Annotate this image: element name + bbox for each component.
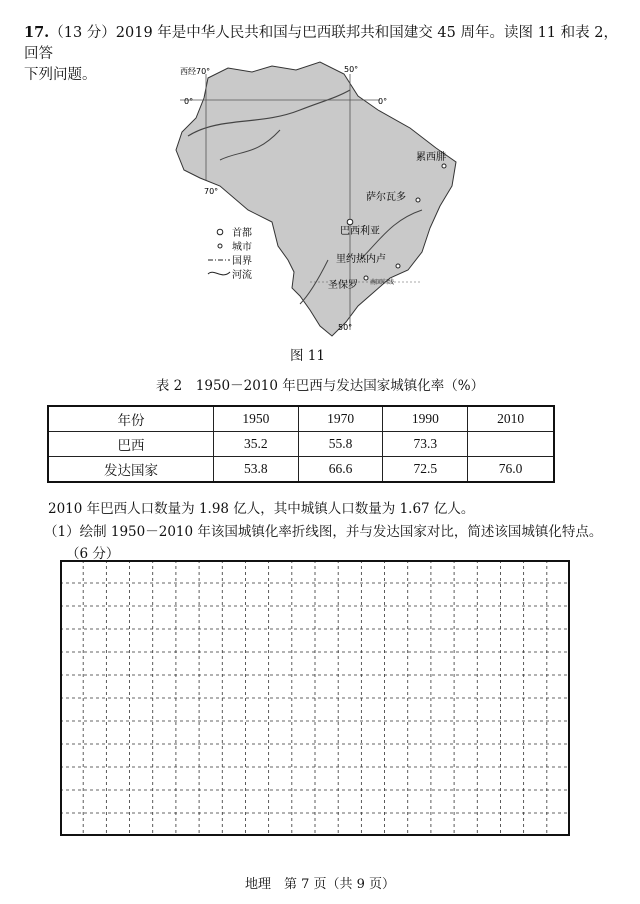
table-cell: 73.3 (383, 432, 468, 457)
map-caption: 图 11 (290, 348, 325, 364)
city-saopaulo-dot (364, 276, 368, 280)
table-row-developed (48, 457, 554, 483)
city-recife-dot (442, 164, 446, 168)
legend-river-label: 河流 (232, 270, 252, 281)
table-cell: 35.2 (214, 432, 299, 457)
legend-river-icon (208, 272, 230, 275)
label-50-bottom: 50° (338, 323, 353, 332)
table-header-row (48, 406, 554, 432)
answer-grid[interactable] (60, 560, 570, 836)
city-rio-label: 里约热内卢 (336, 254, 386, 265)
table-cell: 发达国家 (48, 457, 214, 483)
question-number: 17. (24, 24, 50, 41)
question-text-1: （13 分）2019 年是中华人民共和国与巴西联邦共和国建交 45 周年。读图 11 和表 2，回答 (24, 25, 618, 62)
city-salvador-label: 萨尔瓦多 (366, 192, 406, 203)
page-footer: 地理 第 7 页（共 9 页） (244, 877, 396, 892)
table-row-brazil (48, 432, 554, 457)
brazil-map (160, 60, 460, 342)
label-west70: 西经70° (180, 67, 211, 76)
question-line-2: 下列问题。 (24, 67, 97, 83)
urbanization-table (47, 405, 555, 483)
legend-city-label: 城市 (232, 242, 252, 253)
subquestion-1: （1）绘制 1950－2010 年该国城镇化率折线图，并与发达国家对比，简述该国城镇化特点。 (44, 524, 603, 540)
legend-capital-label: 首都 (232, 228, 252, 239)
city-salvador-dot (416, 198, 420, 202)
table-header-cell: 2010 (468, 406, 554, 432)
label-50-top: 50° (344, 65, 359, 74)
city-saopaulo-label: 圣保罗 (328, 280, 358, 291)
label-0-right: 0° (378, 97, 388, 106)
table-cell (468, 432, 554, 457)
table-header-cell: 1990 (383, 406, 468, 432)
city-recife-label: 累西腓 (416, 152, 446, 163)
legend-border-label: 国界 (232, 256, 252, 267)
legend-city-icon (218, 244, 222, 248)
tropic-label: 南回归线 (370, 279, 395, 286)
table-cell: 66.6 (298, 457, 383, 483)
table-cell: 53.8 (214, 457, 299, 483)
subquestion-1-score: （6 分） (66, 546, 120, 562)
legend-capital-icon (217, 229, 223, 235)
table-caption: 表 2 1950－2010 年巴西与发达国家城镇化率（%） (155, 378, 485, 394)
table-header-cell: 年份 (48, 406, 214, 432)
capital-brasilia-dot (347, 219, 353, 225)
label-70-bottom: 70° (204, 187, 219, 196)
question-line-1 (24, 22, 620, 65)
table-header-cell: 1970 (298, 406, 383, 432)
table-cell: 72.5 (383, 457, 468, 483)
city-brasilia-label: 巴西利亚 (340, 226, 380, 237)
brazil-outline (176, 62, 456, 336)
city-rio-dot (396, 264, 400, 268)
table-cell: 巴西 (48, 432, 214, 457)
table-cell: 55.8 (298, 432, 383, 457)
label-0-left: 0° (184, 97, 194, 106)
table-header-cell: 1950 (214, 406, 299, 432)
population-paragraph: 2010 年巴西人口数量为 1.98 亿人，其中城镇人口数量为 1.67 亿人。 (48, 501, 475, 517)
table-cell: 76.0 (468, 457, 554, 483)
